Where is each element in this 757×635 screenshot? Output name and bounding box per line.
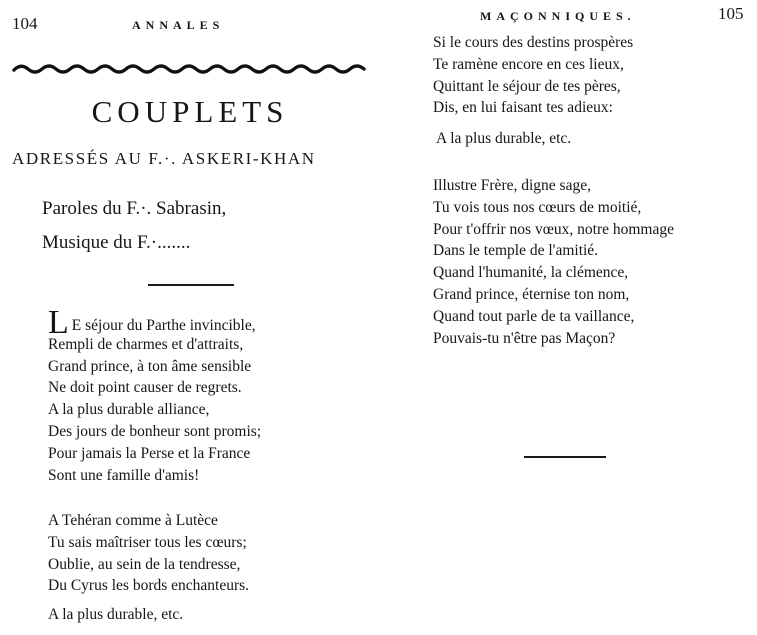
verse-line: Pour jamais la Perse et la France <box>48 444 251 462</box>
drop-cap: L <box>48 304 69 341</box>
stanza-4 <box>433 175 674 349</box>
verse-line: Illustre Frère, digne sage, <box>433 177 591 194</box>
verse-line: Grand prince, éternise ton nom, <box>433 285 630 303</box>
stanza-1 <box>48 304 262 486</box>
verse-line: Si le cours des destins prospères <box>433 34 634 51</box>
music-credit: Musique du F.·....... <box>42 232 191 253</box>
verse-line: Quittant le séjour de tes pères, <box>433 77 621 95</box>
refrain-line: A la plus durable, etc. <box>436 130 572 147</box>
verse-line: A la plus durable alliance, <box>48 401 210 419</box>
page-number-left: 104 <box>12 14 38 33</box>
verse-line: Dans le temple de l'amitié. <box>433 242 599 260</box>
page-number-right: 105 <box>718 4 744 23</box>
stanza-2 <box>48 510 249 597</box>
verse-line: Quand l'humanité, la clémence, <box>433 264 629 282</box>
verse-line: Pour t'offrir nos vœux, notre hommage <box>433 220 674 238</box>
verse-line: Quand tout parle de ta vaillance, <box>433 307 635 325</box>
verse-line: Des jours de bonheur sont promis; <box>48 422 262 440</box>
verse-line: Tu sais maîtriser tous les cœurs; <box>48 533 247 551</box>
verse-line: Ne doit point causer de regrets. <box>48 379 242 397</box>
verse-line: Pouvais-tu n'être pas Maçon? <box>433 329 616 347</box>
running-head-left: ANNALES <box>132 18 225 32</box>
right-page <box>380 0 757 635</box>
verse-line: Rempli de charmes et d'attraits, <box>48 335 244 353</box>
verse-line: Te ramène encore en ces lieux, <box>433 55 624 73</box>
verse-line: Grand prince, à ton âme sensible <box>48 357 252 375</box>
end-rule <box>524 456 606 458</box>
verse-line: Dis, en lui faisant tes adieux: <box>433 99 613 117</box>
verse-line: Tu vois tous nos cœurs de moitié, <box>433 198 642 216</box>
verse-line: Sont une famille d'amis! <box>48 466 200 484</box>
running-head-right: MAÇONNIQUES. <box>480 9 636 23</box>
divider-rule <box>148 284 234 286</box>
verse-line: L E séjour du Parthe invincible, <box>48 304 256 341</box>
subtitle: ADRESSÉS AU F.·. ASKERI-KHAN <box>12 149 316 168</box>
wavy-ornament <box>12 58 366 80</box>
verse-line: Oublie, au sein de la tendresse, <box>48 555 241 573</box>
verse-line: Du Cyrus les bords enchanteurs. <box>48 577 250 595</box>
refrain-line: A la plus durable, etc. <box>48 606 184 623</box>
page-title: COUPLETS <box>91 94 289 129</box>
lyrics-credit: Paroles du F.·. Sabrasin, <box>42 198 227 219</box>
verse-line: A Tehéran comme à Lutèce <box>48 512 218 529</box>
stanza-3 <box>433 32 633 119</box>
